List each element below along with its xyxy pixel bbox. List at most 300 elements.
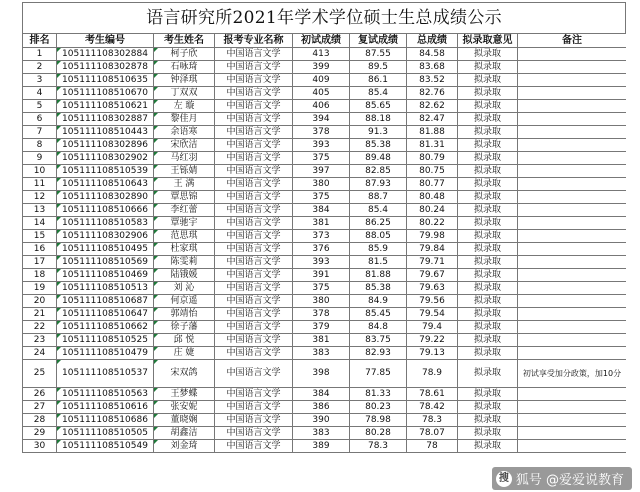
rank-cell: 17 bbox=[23, 256, 57, 269]
name-cell: 范思琪 bbox=[154, 230, 215, 243]
major-cell: 中国语言文学 bbox=[215, 360, 293, 388]
table-row bbox=[23, 347, 627, 360]
admission-cell: 拟录取 bbox=[458, 48, 518, 61]
table-row bbox=[23, 334, 627, 347]
initial-score-cell: 393 bbox=[293, 256, 350, 269]
initial-score-cell: 383 bbox=[293, 427, 350, 440]
major-cell: 中国语言文学 bbox=[215, 401, 293, 414]
remarks-cell bbox=[518, 334, 627, 347]
total-score-cell: 80.75 bbox=[407, 165, 458, 178]
exam-id-cell: 105111108510479 bbox=[57, 347, 154, 360]
rank-cell: 6 bbox=[23, 113, 57, 126]
retest-score-cell: 81.88 bbox=[350, 269, 407, 282]
table-row bbox=[23, 152, 627, 165]
admission-cell: 拟录取 bbox=[458, 256, 518, 269]
table-row bbox=[23, 61, 627, 74]
rank-cell: 5 bbox=[23, 100, 57, 113]
major-cell: 中国语言文学 bbox=[215, 191, 293, 204]
rank-cell: 25 bbox=[23, 360, 57, 388]
exam-id-cell: 105111108510670 bbox=[57, 87, 154, 100]
name-cell: 杜家琪 bbox=[154, 243, 215, 256]
name-cell: 郭靖怡 bbox=[154, 308, 215, 321]
major-cell: 中国语言文学 bbox=[215, 388, 293, 401]
total-score-cell: 79.84 bbox=[407, 243, 458, 256]
table-row bbox=[23, 178, 627, 191]
exam-id-cell: 105111108510583 bbox=[57, 217, 154, 230]
remarks-cell bbox=[518, 191, 627, 204]
remarks-cell bbox=[518, 113, 627, 126]
name-cell: 覃思锦 bbox=[154, 191, 215, 204]
remarks-cell bbox=[518, 230, 627, 243]
remarks-cell bbox=[518, 388, 627, 401]
score-sheet bbox=[22, 2, 626, 492]
table-row bbox=[23, 388, 627, 401]
retest-score-cell: 81.33 bbox=[350, 388, 407, 401]
remarks-cell bbox=[518, 414, 627, 427]
table-row bbox=[23, 126, 627, 139]
header-exam-id: 考生编号 bbox=[57, 34, 154, 48]
rank-cell: 28 bbox=[23, 414, 57, 427]
major-cell: 中国语言文学 bbox=[215, 427, 293, 440]
exam-id-cell: 105111108302902 bbox=[57, 152, 154, 165]
initial-score-cell: 390 bbox=[293, 414, 350, 427]
remarks-cell bbox=[518, 139, 627, 152]
major-cell: 中国语言文学 bbox=[215, 295, 293, 308]
retest-score-cell: 80.23 bbox=[350, 401, 407, 414]
initial-score-cell: 378 bbox=[293, 126, 350, 139]
rank-cell: 16 bbox=[23, 243, 57, 256]
exam-id-cell: 105111108510635 bbox=[57, 74, 154, 87]
major-cell: 中国语言文学 bbox=[215, 256, 293, 269]
exam-id-cell: 105111108302878 bbox=[57, 61, 154, 74]
name-cell: 何京遥 bbox=[154, 295, 215, 308]
table-row bbox=[23, 204, 627, 217]
remarks-cell bbox=[518, 401, 627, 414]
name-cell: 刘金琦 bbox=[154, 440, 215, 453]
remarks-cell bbox=[518, 165, 627, 178]
name-cell: 陈雯莉 bbox=[154, 256, 215, 269]
table-row bbox=[23, 74, 627, 87]
rank-cell: 24 bbox=[23, 347, 57, 360]
total-score-cell: 78.9 bbox=[407, 360, 458, 388]
initial-score-cell: 375 bbox=[293, 191, 350, 204]
exam-id-cell: 105111108510469 bbox=[57, 269, 154, 282]
retest-score-cell: 85.4 bbox=[350, 204, 407, 217]
retest-score-cell: 87.93 bbox=[350, 178, 407, 191]
table-row bbox=[23, 360, 627, 388]
initial-score-cell: 376 bbox=[293, 243, 350, 256]
retest-score-cell: 85.38 bbox=[350, 139, 407, 152]
initial-score-cell: 398 bbox=[293, 360, 350, 388]
rank-cell: 2 bbox=[23, 61, 57, 74]
table-row bbox=[23, 427, 627, 440]
retest-score-cell: 88.05 bbox=[350, 230, 407, 243]
initial-score-cell: 386 bbox=[293, 401, 350, 414]
sohu-logo-icon: 搜 bbox=[496, 471, 512, 487]
header-rank: 排名 bbox=[23, 34, 57, 48]
name-cell: 丁双双 bbox=[154, 87, 215, 100]
major-cell: 中国语言文学 bbox=[215, 165, 293, 178]
admission-cell: 拟录取 bbox=[458, 61, 518, 74]
sheet-title: 语言研究所2021年学术学位硕士生总成绩公示 bbox=[22, 2, 626, 33]
exam-id-cell: 105111108302896 bbox=[57, 139, 154, 152]
initial-score-cell: 397 bbox=[293, 165, 350, 178]
admission-cell: 拟录取 bbox=[458, 360, 518, 388]
table-row bbox=[23, 414, 627, 427]
remarks-cell bbox=[518, 308, 627, 321]
major-cell: 中国语言文学 bbox=[215, 100, 293, 113]
retest-score-cell: 89.48 bbox=[350, 152, 407, 165]
retest-score-cell: 85.65 bbox=[350, 100, 407, 113]
major-cell: 中国语言文学 bbox=[215, 440, 293, 453]
exam-id-cell: 105111108510539 bbox=[57, 165, 154, 178]
name-cell: 余语寒 bbox=[154, 126, 215, 139]
table-row bbox=[23, 295, 627, 308]
table-row bbox=[23, 282, 627, 295]
rank-cell: 14 bbox=[23, 217, 57, 230]
major-cell: 中国语言文学 bbox=[215, 126, 293, 139]
table-row bbox=[23, 48, 627, 61]
admission-cell: 拟录取 bbox=[458, 87, 518, 100]
exam-id-cell: 105111108510621 bbox=[57, 100, 154, 113]
total-score-cell: 80.22 bbox=[407, 217, 458, 230]
major-cell: 中国语言文学 bbox=[215, 152, 293, 165]
retest-score-cell: 80.28 bbox=[350, 427, 407, 440]
admission-cell: 拟录取 bbox=[458, 191, 518, 204]
admission-cell: 拟录取 bbox=[458, 347, 518, 360]
total-score-cell: 80.77 bbox=[407, 178, 458, 191]
retest-score-cell: 91.3 bbox=[350, 126, 407, 139]
watermark-text: 狐号 @爱爱说教育 bbox=[515, 473, 624, 488]
rank-cell: 12 bbox=[23, 191, 57, 204]
exam-id-cell: 105111108510549 bbox=[57, 440, 154, 453]
rank-cell: 9 bbox=[23, 152, 57, 165]
total-score-cell: 84.58 bbox=[407, 48, 458, 61]
remarks-cell bbox=[518, 74, 627, 87]
name-cell: 王铄婧 bbox=[154, 165, 215, 178]
rank-cell: 22 bbox=[23, 321, 57, 334]
remarks-cell bbox=[518, 217, 627, 230]
rank-cell: 27 bbox=[23, 401, 57, 414]
admission-cell: 拟录取 bbox=[458, 414, 518, 427]
rank-cell: 19 bbox=[23, 282, 57, 295]
admission-cell: 拟录取 bbox=[458, 282, 518, 295]
total-score-cell: 79.4 bbox=[407, 321, 458, 334]
table-row bbox=[23, 308, 627, 321]
admission-cell: 拟录取 bbox=[458, 113, 518, 126]
remarks-cell bbox=[518, 243, 627, 256]
remarks-cell: 初试享受加分政策，加10分 bbox=[518, 360, 627, 388]
rank-cell: 23 bbox=[23, 334, 57, 347]
total-score-cell: 79.98 bbox=[407, 230, 458, 243]
remarks-cell bbox=[518, 269, 627, 282]
major-cell: 中国语言文学 bbox=[215, 347, 293, 360]
admission-cell: 拟录取 bbox=[458, 388, 518, 401]
name-cell: 庄 婕 bbox=[154, 347, 215, 360]
retest-score-cell: 85.45 bbox=[350, 308, 407, 321]
name-cell: 陆锇媛 bbox=[154, 269, 215, 282]
initial-score-cell: 378 bbox=[293, 308, 350, 321]
name-cell: 左 璇 bbox=[154, 100, 215, 113]
exam-id-cell: 105111108510616 bbox=[57, 401, 154, 414]
total-score-cell: 78.42 bbox=[407, 401, 458, 414]
name-cell: 覃驰宇 bbox=[154, 217, 215, 230]
total-score-cell: 82.76 bbox=[407, 87, 458, 100]
name-cell: 马红羽 bbox=[154, 152, 215, 165]
header-name: 考生姓名 bbox=[154, 34, 215, 48]
initial-score-cell: 381 bbox=[293, 217, 350, 230]
initial-score-cell: 373 bbox=[293, 230, 350, 243]
table-row bbox=[23, 113, 627, 126]
table-row bbox=[23, 230, 627, 243]
remarks-cell bbox=[518, 256, 627, 269]
table-row bbox=[23, 165, 627, 178]
name-cell: 王 满 bbox=[154, 178, 215, 191]
remarks-cell bbox=[518, 48, 627, 61]
major-cell: 中国语言文学 bbox=[215, 269, 293, 282]
rank-cell: 4 bbox=[23, 87, 57, 100]
total-score-cell: 79.56 bbox=[407, 295, 458, 308]
rank-cell: 11 bbox=[23, 178, 57, 191]
admission-cell: 拟录取 bbox=[458, 100, 518, 113]
exam-id-cell: 105111108302890 bbox=[57, 191, 154, 204]
total-score-cell: 78.3 bbox=[407, 414, 458, 427]
rank-cell: 7 bbox=[23, 126, 57, 139]
total-score-cell: 81.88 bbox=[407, 126, 458, 139]
admission-cell: 拟录取 bbox=[458, 243, 518, 256]
initial-score-cell: 409 bbox=[293, 74, 350, 87]
rank-cell: 10 bbox=[23, 165, 57, 178]
header-major: 报考专业名称 bbox=[215, 34, 293, 48]
major-cell: 中国语言文学 bbox=[215, 178, 293, 191]
header-row bbox=[23, 34, 627, 48]
name-cell: 刘 沁 bbox=[154, 282, 215, 295]
retest-score-cell: 87.55 bbox=[350, 48, 407, 61]
exam-id-cell: 105111108510687 bbox=[57, 295, 154, 308]
retest-score-cell: 88.18 bbox=[350, 113, 407, 126]
exam-id-cell: 105111108510569 bbox=[57, 256, 154, 269]
admission-cell: 拟录取 bbox=[458, 295, 518, 308]
major-cell: 中国语言文学 bbox=[215, 61, 293, 74]
major-cell: 中国语言文学 bbox=[215, 334, 293, 347]
total-score-cell: 83.52 bbox=[407, 74, 458, 87]
table-row bbox=[23, 269, 627, 282]
retest-score-cell: 77.85 bbox=[350, 360, 407, 388]
name-cell: 宋欣洁 bbox=[154, 139, 215, 152]
retest-score-cell: 85.38 bbox=[350, 282, 407, 295]
table-row bbox=[23, 87, 627, 100]
admission-cell: 拟录取 bbox=[458, 321, 518, 334]
table-row bbox=[23, 217, 627, 230]
retest-score-cell: 84.9 bbox=[350, 295, 407, 308]
retest-score-cell: 78.3 bbox=[350, 440, 407, 453]
major-cell: 中国语言文学 bbox=[215, 243, 293, 256]
major-cell: 中国语言文学 bbox=[215, 87, 293, 100]
total-score-cell: 83.68 bbox=[407, 61, 458, 74]
name-cell: 黎佳月 bbox=[154, 113, 215, 126]
major-cell: 中国语言文学 bbox=[215, 204, 293, 217]
exam-id-cell: 105111108510513 bbox=[57, 282, 154, 295]
admission-cell: 拟录取 bbox=[458, 74, 518, 87]
table-row bbox=[23, 256, 627, 269]
rank-cell: 8 bbox=[23, 139, 57, 152]
name-cell: 胡鑫洁 bbox=[154, 427, 215, 440]
retest-score-cell: 78.98 bbox=[350, 414, 407, 427]
retest-score-cell: 82.93 bbox=[350, 347, 407, 360]
retest-score-cell: 88.7 bbox=[350, 191, 407, 204]
admission-cell: 拟录取 bbox=[458, 427, 518, 440]
remarks-cell bbox=[518, 178, 627, 191]
major-cell: 中国语言文学 bbox=[215, 308, 293, 321]
admission-cell: 拟录取 bbox=[458, 178, 518, 191]
remarks-cell bbox=[518, 152, 627, 165]
major-cell: 中国语言文学 bbox=[215, 113, 293, 126]
admission-cell: 拟录取 bbox=[458, 165, 518, 178]
rank-cell: 15 bbox=[23, 230, 57, 243]
initial-score-cell: 399 bbox=[293, 61, 350, 74]
table-row bbox=[23, 401, 627, 414]
name-cell: 钟泽琪 bbox=[154, 74, 215, 87]
remarks-cell bbox=[518, 427, 627, 440]
table-row bbox=[23, 243, 627, 256]
watermark bbox=[492, 467, 632, 490]
table-row bbox=[23, 191, 627, 204]
remarks-cell bbox=[518, 61, 627, 74]
total-score-cell: 79.13 bbox=[407, 347, 458, 360]
remarks-cell bbox=[518, 282, 627, 295]
exam-id-cell: 105111108510495 bbox=[57, 243, 154, 256]
admission-cell: 拟录取 bbox=[458, 139, 518, 152]
total-score-cell: 81.31 bbox=[407, 139, 458, 152]
rank-cell: 13 bbox=[23, 204, 57, 217]
total-score-cell: 78.07 bbox=[407, 427, 458, 440]
major-cell: 中国语言文学 bbox=[215, 48, 293, 61]
initial-score-cell: 375 bbox=[293, 152, 350, 165]
initial-score-cell: 405 bbox=[293, 87, 350, 100]
header-total-score: 总成绩 bbox=[407, 34, 458, 48]
table-row bbox=[23, 440, 627, 453]
initial-score-cell: 375 bbox=[293, 282, 350, 295]
initial-score-cell: 381 bbox=[293, 334, 350, 347]
table-row bbox=[23, 321, 627, 334]
remarks-cell bbox=[518, 440, 627, 453]
name-cell: 邱 悦 bbox=[154, 334, 215, 347]
retest-score-cell: 81.5 bbox=[350, 256, 407, 269]
initial-score-cell: 406 bbox=[293, 100, 350, 113]
total-score-cell: 78 bbox=[407, 440, 458, 453]
retest-score-cell: 82.85 bbox=[350, 165, 407, 178]
retest-score-cell: 89.5 bbox=[350, 61, 407, 74]
exam-id-cell: 105111108510643 bbox=[57, 178, 154, 191]
retest-score-cell: 83.75 bbox=[350, 334, 407, 347]
header-admission: 拟录取意见 bbox=[458, 34, 518, 48]
initial-score-cell: 413 bbox=[293, 48, 350, 61]
admission-cell: 拟录取 bbox=[458, 269, 518, 282]
remarks-cell bbox=[518, 204, 627, 217]
rank-cell: 21 bbox=[23, 308, 57, 321]
admission-cell: 拟录取 bbox=[458, 204, 518, 217]
exam-id-cell: 105111108510662 bbox=[57, 321, 154, 334]
name-cell: 王梦蝶 bbox=[154, 388, 215, 401]
retest-score-cell: 85.4 bbox=[350, 87, 407, 100]
total-score-cell: 82.62 bbox=[407, 100, 458, 113]
initial-score-cell: 379 bbox=[293, 321, 350, 334]
initial-score-cell: 389 bbox=[293, 440, 350, 453]
major-cell: 中国语言文学 bbox=[215, 217, 293, 230]
name-cell: 宋双鸽 bbox=[154, 360, 215, 388]
initial-score-cell: 380 bbox=[293, 295, 350, 308]
total-score-cell: 79.22 bbox=[407, 334, 458, 347]
initial-score-cell: 384 bbox=[293, 204, 350, 217]
table-row bbox=[23, 100, 627, 113]
major-cell: 中国语言文学 bbox=[215, 321, 293, 334]
total-score-cell: 80.79 bbox=[407, 152, 458, 165]
initial-score-cell: 393 bbox=[293, 139, 350, 152]
total-score-cell: 78.61 bbox=[407, 388, 458, 401]
name-cell: 柯子欣 bbox=[154, 48, 215, 61]
retest-score-cell: 86.1 bbox=[350, 74, 407, 87]
name-cell: 李红蕾 bbox=[154, 204, 215, 217]
total-score-cell: 79.71 bbox=[407, 256, 458, 269]
name-cell: 张安妮 bbox=[154, 401, 215, 414]
rank-cell: 29 bbox=[23, 427, 57, 440]
exam-id-cell: 105111108510505 bbox=[57, 427, 154, 440]
major-cell: 中国语言文学 bbox=[215, 414, 293, 427]
remarks-cell bbox=[518, 126, 627, 139]
major-cell: 中国语言文学 bbox=[215, 230, 293, 243]
exam-id-cell: 105111108510666 bbox=[57, 204, 154, 217]
exam-id-cell: 105111108302906 bbox=[57, 230, 154, 243]
remarks-cell bbox=[518, 321, 627, 334]
initial-score-cell: 391 bbox=[293, 269, 350, 282]
exam-id-cell: 105111108510647 bbox=[57, 308, 154, 321]
remarks-cell bbox=[518, 100, 627, 113]
name-cell: 石咏琦 bbox=[154, 61, 215, 74]
admission-cell: 拟录取 bbox=[458, 308, 518, 321]
exam-id-cell: 105111108510686 bbox=[57, 414, 154, 427]
rank-cell: 30 bbox=[23, 440, 57, 453]
remarks-cell bbox=[518, 347, 627, 360]
name-cell: 董晓娴 bbox=[154, 414, 215, 427]
admission-cell: 拟录取 bbox=[458, 152, 518, 165]
major-cell: 中国语言文学 bbox=[215, 282, 293, 295]
header-remarks: 备注 bbox=[518, 34, 627, 48]
rank-cell: 1 bbox=[23, 48, 57, 61]
exam-id-cell: 105111108510443 bbox=[57, 126, 154, 139]
rank-cell: 26 bbox=[23, 388, 57, 401]
header-retest-score: 复试成绩 bbox=[350, 34, 407, 48]
remarks-cell bbox=[518, 87, 627, 100]
initial-score-cell: 383 bbox=[293, 347, 350, 360]
rank-cell: 18 bbox=[23, 269, 57, 282]
exam-id-cell: 105111108510563 bbox=[57, 388, 154, 401]
major-cell: 中国语言文学 bbox=[215, 139, 293, 152]
name-cell: 徐子藩 bbox=[154, 321, 215, 334]
rank-cell: 3 bbox=[23, 74, 57, 87]
exam-id-cell: 105111108510537 bbox=[57, 360, 154, 388]
total-score-cell: 79.67 bbox=[407, 269, 458, 282]
admission-cell: 拟录取 bbox=[458, 401, 518, 414]
exam-id-cell: 105111108302887 bbox=[57, 113, 154, 126]
admission-cell: 拟录取 bbox=[458, 217, 518, 230]
retest-score-cell: 86.25 bbox=[350, 217, 407, 230]
remarks-cell bbox=[518, 295, 627, 308]
retest-score-cell: 84.8 bbox=[350, 321, 407, 334]
initial-score-cell: 384 bbox=[293, 388, 350, 401]
total-score-cell: 82.47 bbox=[407, 113, 458, 126]
total-score-cell: 80.48 bbox=[407, 191, 458, 204]
initial-score-cell: 394 bbox=[293, 113, 350, 126]
